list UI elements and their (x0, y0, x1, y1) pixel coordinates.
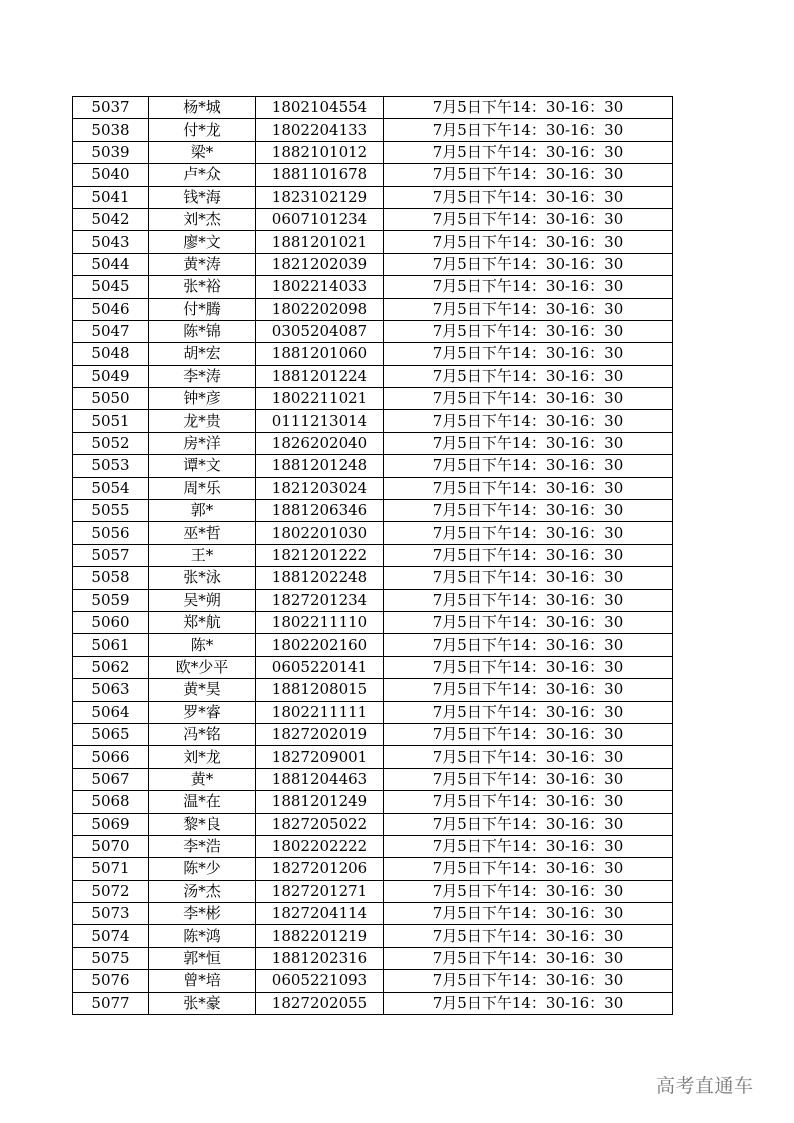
student-name-cell: 刘*杰 (149, 208, 256, 230)
table-row (73, 947, 673, 969)
id-number-cell: 1881101678 (256, 164, 384, 186)
session-time-cell: 7月5日下午14：30-16：30 (384, 522, 673, 544)
student-name-cell: 胡*宏 (149, 343, 256, 365)
exam-number-cell: 5064 (73, 701, 149, 723)
session-time-cell: 7月5日下午14：30-16：30 (384, 119, 673, 141)
student-name-cell: 陈*锦 (149, 320, 256, 342)
session-time-cell: 7月5日下午14：30-16：30 (384, 634, 673, 656)
exam-number-cell: 5072 (73, 880, 149, 902)
session-time-cell: 7月5日下午14：30-16：30 (384, 701, 673, 723)
session-time-cell: 7月5日下午14：30-16：30 (384, 589, 673, 611)
exam-number-cell: 5074 (73, 925, 149, 947)
student-name-cell: 李*涛 (149, 365, 256, 387)
exam-number-cell: 5073 (73, 903, 149, 925)
exam-number-cell: 5051 (73, 410, 149, 432)
session-time-cell: 7月5日下午14：30-16：30 (384, 97, 673, 119)
id-number-cell: 1827202019 (256, 723, 384, 745)
session-time-cell: 7月5日下午14：30-16：30 (384, 925, 673, 947)
session-time-cell: 7月5日下午14：30-16：30 (384, 343, 673, 365)
session-time-cell: 7月5日下午14：30-16：30 (384, 880, 673, 902)
session-time-cell: 7月5日下午14：30-16：30 (384, 970, 673, 992)
session-time-cell: 7月5日下午14：30-16：30 (384, 231, 673, 253)
id-number-cell: 1827201206 (256, 858, 384, 880)
student-name-cell: 欧*少平 (149, 656, 256, 678)
id-number-cell: 1802211111 (256, 701, 384, 723)
student-name-cell: 巫*哲 (149, 522, 256, 544)
table-row (73, 746, 673, 768)
student-name-cell: 黄*昊 (149, 679, 256, 701)
id-number-cell: 1827201234 (256, 589, 384, 611)
id-number-cell: 1827201271 (256, 880, 384, 902)
student-name-cell: 李*彬 (149, 903, 256, 925)
table-row (73, 253, 673, 275)
student-name-cell: 钟*彦 (149, 388, 256, 410)
id-number-cell: 1881201060 (256, 343, 384, 365)
student-name-cell: 李*浩 (149, 835, 256, 857)
exam-number-cell: 5039 (73, 141, 149, 163)
exam-number-cell: 5042 (73, 208, 149, 230)
exam-number-cell: 5058 (73, 567, 149, 589)
exam-number-cell: 5050 (73, 388, 149, 410)
exam-number-cell: 5047 (73, 320, 149, 342)
student-name-cell: 黄*涛 (149, 253, 256, 275)
student-name-cell: 郑*航 (149, 611, 256, 633)
student-name-cell: 罗*睿 (149, 701, 256, 723)
id-number-cell: 1882101012 (256, 141, 384, 163)
session-time-cell: 7月5日下午14：30-16：30 (384, 813, 673, 835)
session-time-cell: 7月5日下午14：30-16：30 (384, 477, 673, 499)
session-time-cell: 7月5日下午14：30-16：30 (384, 858, 673, 880)
student-name-cell: 冯*铭 (149, 723, 256, 745)
exam-number-cell: 5056 (73, 522, 149, 544)
table-row (73, 186, 673, 208)
student-name-cell: 王* (149, 544, 256, 566)
id-number-cell: 1881204463 (256, 768, 384, 790)
student-name-cell: 曾*培 (149, 970, 256, 992)
exam-number-cell: 5055 (73, 500, 149, 522)
roster-table-body (73, 97, 673, 1015)
session-time-cell: 7月5日下午14：30-16：30 (384, 208, 673, 230)
student-name-cell: 陈*少 (149, 858, 256, 880)
student-name-cell: 钱*海 (149, 186, 256, 208)
session-time-cell: 7月5日下午14：30-16：30 (384, 298, 673, 320)
student-name-cell: 张*裕 (149, 276, 256, 298)
table-row (73, 119, 673, 141)
id-number-cell: 0607101234 (256, 208, 384, 230)
watermark-text: 高考直通车 (656, 1075, 754, 1097)
exam-number-cell: 5075 (73, 947, 149, 969)
table-row (73, 970, 673, 992)
student-name-cell: 廖*文 (149, 231, 256, 253)
student-name-cell: 郭*恒 (149, 947, 256, 969)
id-number-cell: 1802204133 (256, 119, 384, 141)
exam-number-cell: 5068 (73, 791, 149, 813)
id-number-cell: 1821202039 (256, 253, 384, 275)
exam-number-cell: 5037 (73, 97, 149, 119)
id-number-cell: 0605221093 (256, 970, 384, 992)
exam-number-cell: 5070 (73, 835, 149, 857)
table-row (73, 656, 673, 678)
table-row (73, 455, 673, 477)
table-row (73, 903, 673, 925)
table-row (73, 723, 673, 745)
table-row (73, 768, 673, 790)
exam-number-cell: 5067 (73, 768, 149, 790)
id-number-cell: 1802211021 (256, 388, 384, 410)
exam-number-cell: 5038 (73, 119, 149, 141)
exam-number-cell: 5044 (73, 253, 149, 275)
session-time-cell: 7月5日下午14：30-16：30 (384, 410, 673, 432)
student-name-cell: 张*豪 (149, 992, 256, 1014)
student-name-cell: 周*乐 (149, 477, 256, 499)
table-row (73, 298, 673, 320)
id-number-cell: 1881201249 (256, 791, 384, 813)
id-number-cell: 1802214033 (256, 276, 384, 298)
student-name-cell: 张*泳 (149, 567, 256, 589)
student-name-cell: 温*在 (149, 791, 256, 813)
session-time-cell: 7月5日下午14：30-16：30 (384, 656, 673, 678)
session-time-cell: 7月5日下午14：30-16：30 (384, 253, 673, 275)
session-time-cell: 7月5日下午14：30-16：30 (384, 947, 673, 969)
id-number-cell: 1802202222 (256, 835, 384, 857)
id-number-cell: 1881202248 (256, 567, 384, 589)
student-name-cell: 杨*城 (149, 97, 256, 119)
id-number-cell: 0605220141 (256, 656, 384, 678)
table-row (73, 813, 673, 835)
session-time-cell: 7月5日下午14：30-16：30 (384, 186, 673, 208)
id-number-cell: 1802202098 (256, 298, 384, 320)
id-number-cell: 1821203024 (256, 477, 384, 499)
table-row (73, 992, 673, 1014)
id-number-cell: 1881202316 (256, 947, 384, 969)
exam-number-cell: 5057 (73, 544, 149, 566)
id-number-cell: 1826202040 (256, 432, 384, 454)
id-number-cell: 1827205022 (256, 813, 384, 835)
table-row (73, 231, 673, 253)
session-time-cell: 7月5日下午14：30-16：30 (384, 768, 673, 790)
exam-number-cell: 5069 (73, 813, 149, 835)
student-name-cell: 卢*众 (149, 164, 256, 186)
table-row (73, 522, 673, 544)
id-number-cell: 1823102129 (256, 186, 384, 208)
student-name-cell: 梁* (149, 141, 256, 163)
table-row (73, 276, 673, 298)
table-row (73, 365, 673, 387)
session-time-cell: 7月5日下午14：30-16：30 (384, 455, 673, 477)
session-time-cell: 7月5日下午14：30-16：30 (384, 746, 673, 768)
session-time-cell: 7月5日下午14：30-16：30 (384, 567, 673, 589)
table-row (73, 141, 673, 163)
session-time-cell: 7月5日下午14：30-16：30 (384, 432, 673, 454)
student-name-cell: 汤*杰 (149, 880, 256, 902)
table-row (73, 208, 673, 230)
session-time-cell: 7月5日下午14：30-16：30 (384, 388, 673, 410)
exam-number-cell: 5052 (73, 432, 149, 454)
id-number-cell: 1827209001 (256, 746, 384, 768)
session-time-cell: 7月5日下午14：30-16：30 (384, 276, 673, 298)
exam-number-cell: 5053 (73, 455, 149, 477)
id-number-cell: 1881201021 (256, 231, 384, 253)
table-row (73, 925, 673, 947)
session-time-cell: 7月5日下午14：30-16：30 (384, 723, 673, 745)
exam-number-cell: 5054 (73, 477, 149, 499)
table-row (73, 343, 673, 365)
exam-number-cell: 5066 (73, 746, 149, 768)
exam-number-cell: 5063 (73, 679, 149, 701)
session-time-cell: 7月5日下午14：30-16：30 (384, 141, 673, 163)
exam-number-cell: 5049 (73, 365, 149, 387)
exam-number-cell: 5065 (73, 723, 149, 745)
table-row (73, 544, 673, 566)
session-time-cell: 7月5日下午14：30-16：30 (384, 791, 673, 813)
id-number-cell: 0111213014 (256, 410, 384, 432)
id-number-cell: 1882201219 (256, 925, 384, 947)
exam-number-cell: 5045 (73, 276, 149, 298)
session-time-cell: 7月5日下午14：30-16：30 (384, 679, 673, 701)
student-name-cell: 龙*贵 (149, 410, 256, 432)
table-row (73, 791, 673, 813)
exam-number-cell: 5062 (73, 656, 149, 678)
student-name-cell: 付*龙 (149, 119, 256, 141)
exam-number-cell: 5071 (73, 858, 149, 880)
exam-number-cell: 5061 (73, 634, 149, 656)
exam-number-cell: 5043 (73, 231, 149, 253)
session-time-cell: 7月5日下午14：30-16：30 (384, 320, 673, 342)
id-number-cell: 1881201248 (256, 455, 384, 477)
student-name-cell: 陈* (149, 634, 256, 656)
id-number-cell: 0305204087 (256, 320, 384, 342)
session-time-cell: 7月5日下午14：30-16：30 (384, 365, 673, 387)
session-time-cell: 7月5日下午14：30-16：30 (384, 544, 673, 566)
student-name-cell: 黎*良 (149, 813, 256, 835)
table-row (73, 410, 673, 432)
table-row (73, 164, 673, 186)
table-row (73, 97, 673, 119)
id-number-cell: 1802211110 (256, 611, 384, 633)
session-time-cell: 7月5日下午14：30-16：30 (384, 835, 673, 857)
id-number-cell: 1821201222 (256, 544, 384, 566)
table-row (73, 589, 673, 611)
table-row (73, 880, 673, 902)
id-number-cell: 1827204114 (256, 903, 384, 925)
student-name-cell: 谭*文 (149, 455, 256, 477)
table-row (73, 701, 673, 723)
student-name-cell: 付*腾 (149, 298, 256, 320)
id-number-cell: 1827202055 (256, 992, 384, 1014)
exam-number-cell: 5077 (73, 992, 149, 1014)
roster-table (72, 96, 673, 1015)
table-row (73, 320, 673, 342)
exam-number-cell: 5048 (73, 343, 149, 365)
id-number-cell: 1881208015 (256, 679, 384, 701)
student-name-cell: 房*洋 (149, 432, 256, 454)
table-row (73, 835, 673, 857)
table-row (73, 634, 673, 656)
table-row (73, 567, 673, 589)
table-row (73, 477, 673, 499)
exam-number-cell: 5046 (73, 298, 149, 320)
id-number-cell: 1802201030 (256, 522, 384, 544)
id-number-cell: 1881206346 (256, 500, 384, 522)
table-row (73, 858, 673, 880)
table-row (73, 611, 673, 633)
exam-number-cell: 5041 (73, 186, 149, 208)
exam-number-cell: 5060 (73, 611, 149, 633)
session-time-cell: 7月5日下午14：30-16：30 (384, 611, 673, 633)
session-time-cell: 7月5日下午14：30-16：30 (384, 992, 673, 1014)
student-name-cell: 郭* (149, 500, 256, 522)
student-name-cell: 黄* (149, 768, 256, 790)
id-number-cell: 1881201224 (256, 365, 384, 387)
session-time-cell: 7月5日下午14：30-16：30 (384, 500, 673, 522)
session-time-cell: 7月5日下午14：30-16：30 (384, 903, 673, 925)
session-time-cell: 7月5日下午14：30-16：30 (384, 164, 673, 186)
table-row (73, 432, 673, 454)
exam-number-cell: 5059 (73, 589, 149, 611)
student-name-cell: 刘*龙 (149, 746, 256, 768)
table-row (73, 388, 673, 410)
exam-number-cell: 5076 (73, 970, 149, 992)
id-number-cell: 1802104554 (256, 97, 384, 119)
exam-number-cell: 5040 (73, 164, 149, 186)
id-number-cell: 1802202160 (256, 634, 384, 656)
table-row (73, 679, 673, 701)
student-name-cell: 陈*鸿 (149, 925, 256, 947)
table-row (73, 500, 673, 522)
student-name-cell: 吴*朔 (149, 589, 256, 611)
